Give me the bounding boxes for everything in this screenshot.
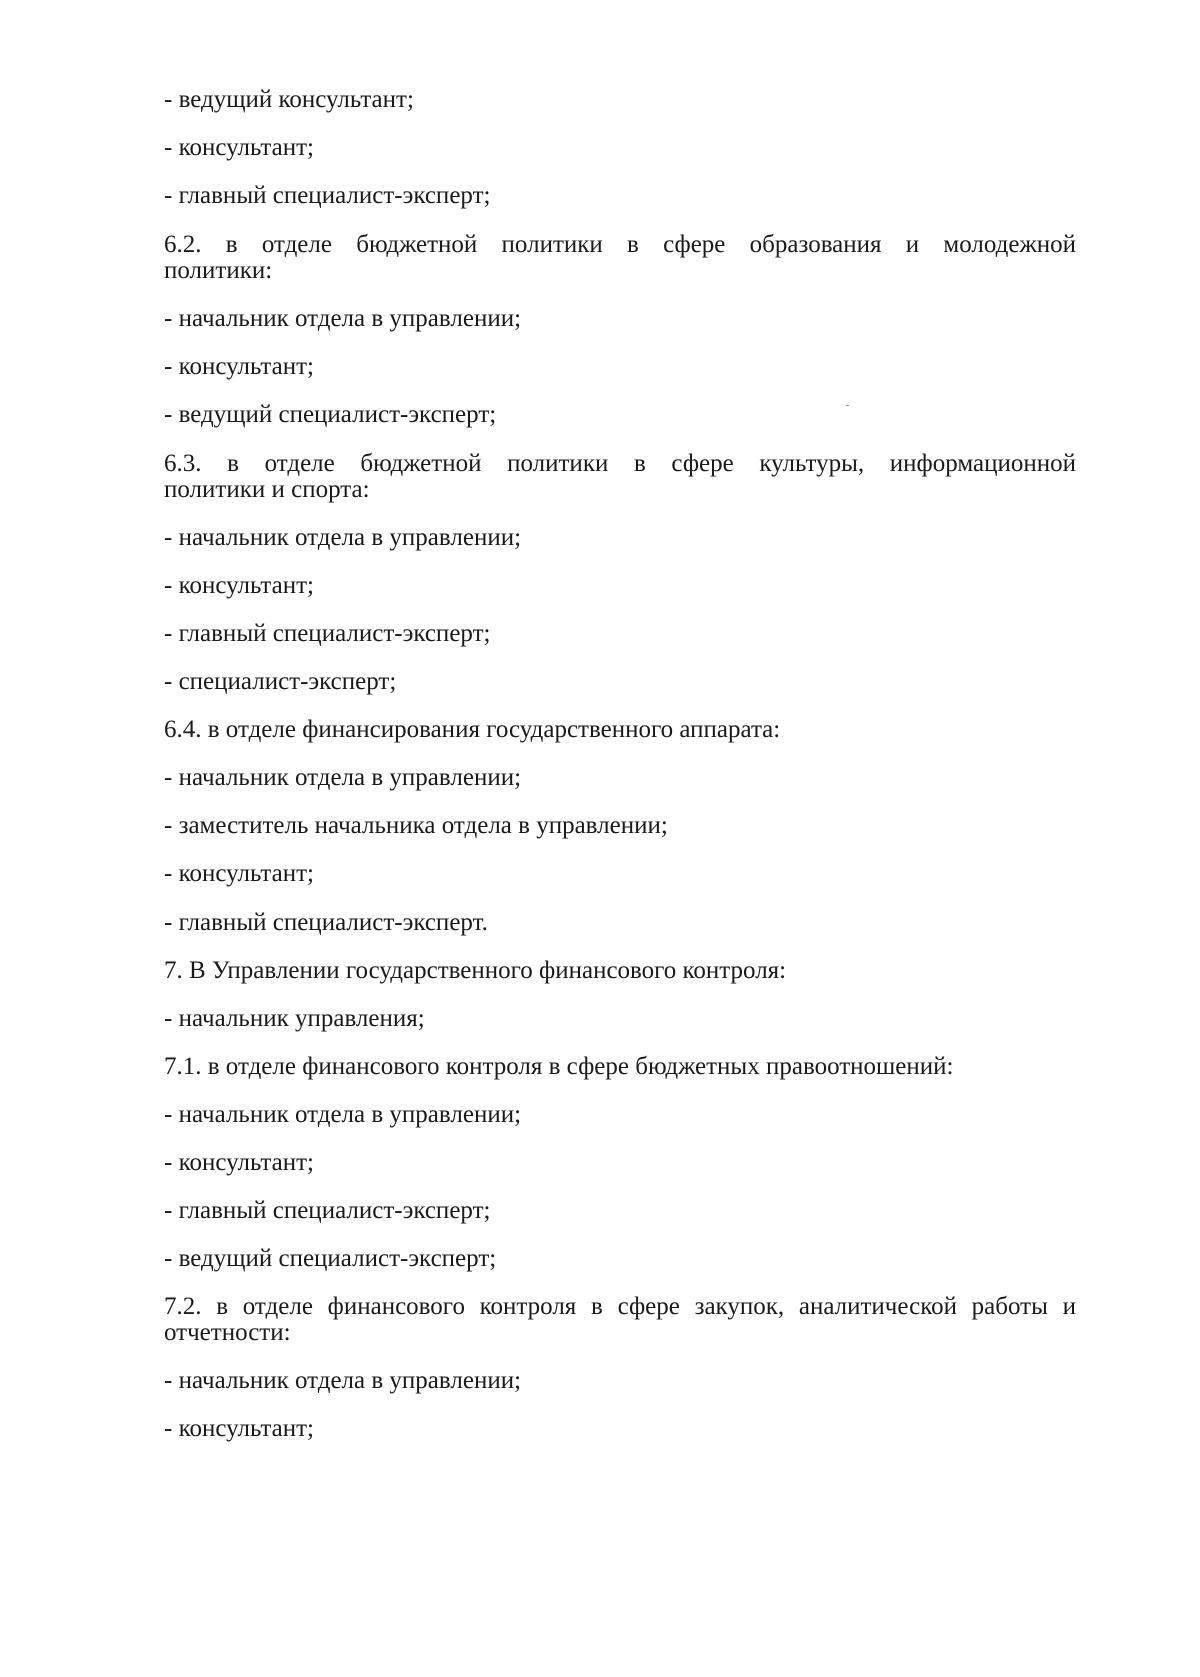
text-line: 6.4. в отделе финансирования государственного аппарата:	[164, 716, 781, 743]
scan-speck	[846, 405, 849, 406]
text-line: - консультант;	[164, 860, 314, 887]
text-line: - начальник отдела в управлении;	[164, 1367, 522, 1394]
text-line: - главный специалист-эксперт;	[164, 1197, 491, 1224]
text-line: - консультант;	[164, 353, 314, 380]
text-line: - начальник отдела в управлении;	[164, 764, 522, 791]
text-line: - начальник отдела в управлении;	[164, 1101, 522, 1128]
text-line: 7. В Управлении государственного финансового контроля:	[164, 957, 787, 984]
text-line: 7.2. в отделе финансового контроля в сфере закупок, аналитической работы и	[164, 1293, 1076, 1320]
text-line: - заместитель начальника отдела в управлении;	[164, 812, 668, 839]
text-line: - начальник отдела в управлении;	[164, 524, 522, 551]
text-line: - ведущий специалист-эксперт;	[164, 1245, 497, 1272]
text-line: 7.1. в отделе финансового контроля в сфере бюджетных правоотношений:	[164, 1053, 954, 1080]
text-line: - консультант;	[164, 1415, 314, 1442]
text-line: - специалист-эксперт;	[164, 668, 397, 695]
text-line: отчетности:	[164, 1319, 291, 1346]
text-line: - консультант;	[164, 572, 314, 599]
text-line: - консультант;	[164, 1149, 314, 1176]
text-line: - ведущий специалист-эксперт;	[164, 401, 497, 428]
text-line: политики:	[164, 257, 273, 284]
text-line: - консультант;	[164, 134, 314, 161]
text-line: - главный специалист-эксперт;	[164, 620, 491, 647]
text-line: - начальник управления;	[164, 1005, 425, 1032]
text-line: - ведущий консультант;	[164, 86, 414, 113]
text-line: - начальник отдела в управлении;	[164, 305, 522, 332]
text-line: политики и спорта:	[164, 476, 370, 503]
text-line: - главный специалист-эксперт;	[164, 182, 491, 209]
text-line: - главный специалист-эксперт.	[164, 909, 488, 936]
text-line: 6.2. в отделе бюджетной политики в сфере образования и молодежной	[164, 231, 1076, 258]
text-line: 6.3. в отделе бюджетной политики в сфере культуры, информационной	[164, 450, 1076, 477]
